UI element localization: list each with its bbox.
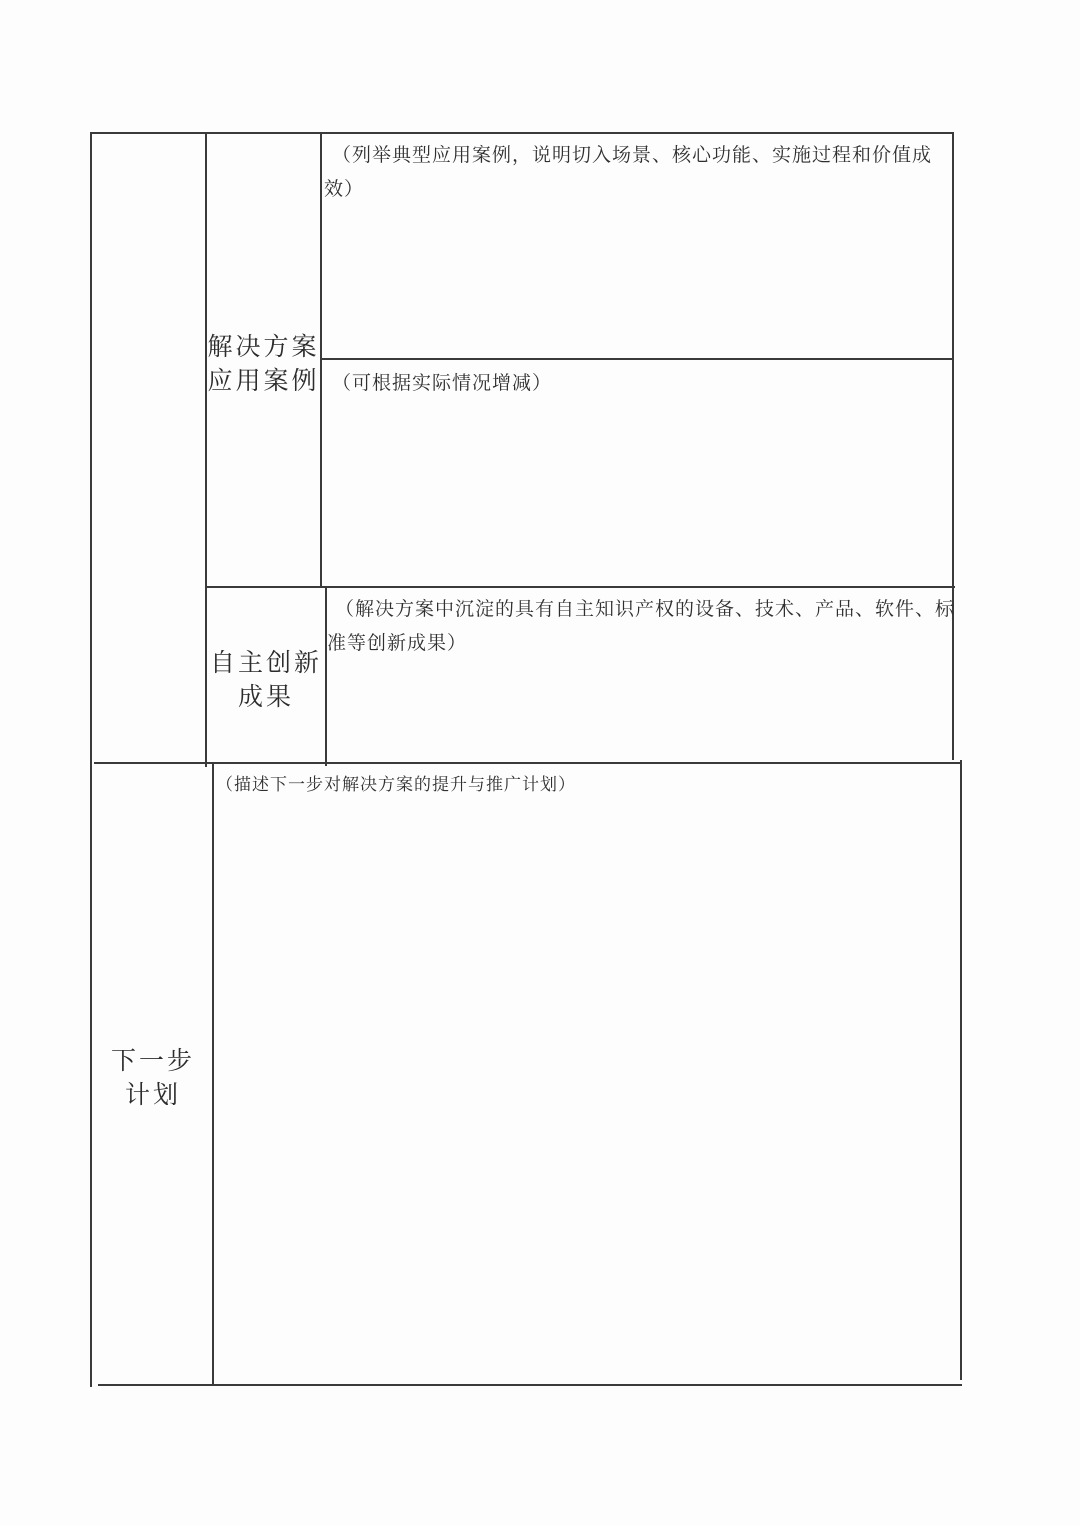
- next-plan-label-line2: 计划: [124, 1080, 181, 1109]
- table-bottom-border: [98, 1384, 962, 1386]
- solution-case-hint-2: （可根据实际情况增减）: [332, 372, 553, 394]
- table-right-border-lower: [960, 760, 962, 1380]
- solution-case-field-1[interactable]: [322, 134, 952, 358]
- innovation-field[interactable]: [327, 588, 955, 760]
- table-left-border: [90, 132, 92, 1387]
- next-plan-field[interactable]: [214, 764, 960, 1384]
- innovation-label-line1: 自主创新: [209, 648, 322, 677]
- innovation-label-line2: 成果: [237, 682, 294, 711]
- solution-case-field-2[interactable]: [322, 360, 952, 586]
- solution-case-label-line2: 应用案例: [207, 366, 320, 395]
- innovation-hint: （解决方案中沉淀的具有自主知识产权的设备、技术、产品、软件、标准等创新成果）: [327, 598, 956, 654]
- next-plan-hint: （描述下一步对解决方案的提升与推广计划）: [216, 775, 576, 795]
- solution-case-label-line1: 解决方案: [207, 332, 320, 361]
- next-plan-label-line1: 下一步: [110, 1046, 195, 1075]
- solution-case-hint-1: （列举典型应用案例，说明切入场景、核心功能、实施过程和价值成效）: [324, 144, 933, 200]
